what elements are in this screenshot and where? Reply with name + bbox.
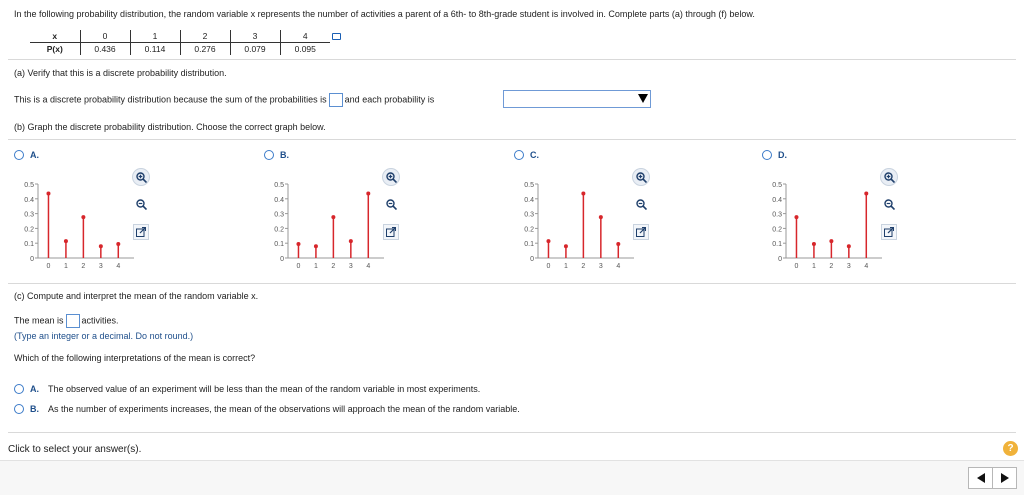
part-c-label: (c) Compute and interpret the mean of the random variable x. xyxy=(14,291,259,301)
right-arrow-icon xyxy=(1001,473,1009,483)
y-tick-label: 0.2 xyxy=(24,226,34,234)
x-tick-label: 0 xyxy=(296,263,301,270)
footer-bar xyxy=(0,460,1024,495)
interpretation-option-c-clipped[interactable] xyxy=(14,424,544,428)
probability-point xyxy=(829,239,833,243)
clipped-text xyxy=(14,424,544,428)
help-button[interactable]: ? xyxy=(1003,441,1018,456)
expand-graph-button[interactable] xyxy=(633,224,649,240)
divider xyxy=(8,139,1016,140)
graph-option-a[interactable] xyxy=(14,150,254,275)
part-a-sentence-mid: and each probability is xyxy=(344,94,435,105)
y-tick-label: 0.2 xyxy=(772,226,782,234)
y-tick-label: 0.5 xyxy=(524,182,534,189)
divider xyxy=(8,283,1016,284)
y-tick-label: 0.2 xyxy=(274,226,284,234)
mean-hint: (Type an integer or a decimal. Do not round.) xyxy=(14,331,194,341)
p-header: P(x) xyxy=(46,44,63,54)
x-tick-label: 1 xyxy=(63,263,68,270)
graph-option-c[interactable] xyxy=(514,150,754,275)
mean-sentence-start: The mean is xyxy=(14,315,64,326)
previous-button[interactable] xyxy=(969,468,992,488)
option-letter: B. xyxy=(280,150,289,160)
probability-sum-input[interactable] xyxy=(329,93,343,107)
option-text[interactable]: The observed value of an experiment will be less than the mean of the random variable in most experiments. xyxy=(48,384,481,394)
x-tick-label: 3 xyxy=(98,263,103,270)
y-tick-label: 0.1 xyxy=(274,241,284,249)
expand-icon xyxy=(386,227,396,237)
x-tick-label: 2 xyxy=(331,263,336,270)
nav-buttons xyxy=(968,467,1017,489)
distribution-table xyxy=(30,30,330,55)
zoom-out-icon xyxy=(884,199,895,210)
graph-option-b[interactable] xyxy=(264,150,504,275)
x-tick-label: 3 xyxy=(846,263,851,270)
probability-point xyxy=(546,239,550,243)
zoom-in-button[interactable] xyxy=(632,168,650,186)
divider xyxy=(8,432,1016,433)
probability-point xyxy=(46,191,50,195)
option-letter: B. xyxy=(30,404,39,414)
probability-chart xyxy=(14,150,154,275)
zoom-in-icon xyxy=(636,172,647,183)
y-tick-label: 0.5 xyxy=(274,182,284,189)
probability-point xyxy=(812,242,816,246)
y-tick-label: 0.3 xyxy=(24,211,34,219)
probability-point xyxy=(81,215,85,219)
part-a-sentence-start: This is a discrete probability distribution because the sum of the probabilities is xyxy=(14,94,327,105)
y-tick-label: 0 xyxy=(530,256,534,263)
x-tick-label: 4 xyxy=(366,263,371,270)
probability-point xyxy=(331,215,335,219)
radio-button[interactable] xyxy=(14,384,24,394)
option-letter: A. xyxy=(30,384,39,394)
part-a-label: (a) Verify that this is a discrete probability distribution. xyxy=(14,68,227,78)
x-tick-label: 3 xyxy=(598,263,603,270)
y-tick-label: 0.1 xyxy=(24,241,34,249)
probability-point xyxy=(599,215,603,219)
question-intro: In the following probability distribution, the random variable x represents the number of activities a parent of a 6th- to 8th-grade student is involved in. Complete parts (a) through (f) below. xyxy=(14,9,755,19)
option-letter: A. xyxy=(30,150,39,160)
zoom-in-icon xyxy=(136,172,147,183)
zoom-out-button[interactable] xyxy=(632,195,650,213)
y-tick-label: 0.3 xyxy=(524,211,534,219)
graph-option-d[interactable] xyxy=(762,150,1002,275)
zoom-out-button[interactable] xyxy=(880,195,898,213)
x-tick-label: 2 xyxy=(581,263,586,270)
probability-range-select[interactable] xyxy=(503,90,651,108)
x-tick-label: 0 xyxy=(46,263,51,270)
zoom-in-icon xyxy=(386,172,397,183)
y-tick-label: 0.2 xyxy=(524,226,534,234)
y-tick-label: 0.4 xyxy=(772,196,782,204)
p-row xyxy=(30,43,330,56)
option-text[interactable]: As the number of experiments increases, the mean of the observations will approach the mean of the random variable. xyxy=(48,404,520,414)
divider xyxy=(8,59,1016,60)
p-value: 0.436 xyxy=(80,43,130,56)
x-value: 1 xyxy=(130,30,180,43)
zoom-out-icon xyxy=(386,199,397,210)
p-value: 0.114 xyxy=(130,43,180,56)
mean-sentence-end: activities. xyxy=(81,315,119,326)
expand-graph-button[interactable] xyxy=(383,224,399,240)
zoom-in-button[interactable] xyxy=(132,168,150,186)
probability-point xyxy=(64,239,68,243)
probability-point xyxy=(847,244,851,248)
zoom-out-icon xyxy=(136,199,147,210)
p-value: 0.095 xyxy=(280,43,330,56)
y-tick-label: 0 xyxy=(778,256,782,263)
expand-icon xyxy=(636,227,646,237)
expand-graph-button[interactable] xyxy=(881,224,897,240)
probability-point xyxy=(564,244,568,248)
probability-point xyxy=(864,191,868,195)
x-value: 4 xyxy=(280,30,330,43)
y-tick-label: 0.1 xyxy=(772,241,782,249)
x-tick-label: 1 xyxy=(563,263,568,270)
x-tick-label: 3 xyxy=(348,263,353,270)
part-b-label: (b) Graph the discrete probability distribution. Choose the correct graph below. xyxy=(14,122,326,132)
x-tick-label: 1 xyxy=(811,263,816,270)
mean-input[interactable] xyxy=(66,314,80,328)
copy-table-icon[interactable] xyxy=(332,33,341,40)
probability-chart xyxy=(514,150,654,275)
y-tick-label: 0.3 xyxy=(274,211,284,219)
zoom-in-icon xyxy=(884,172,895,183)
x-value: 0 xyxy=(80,30,130,43)
p-value: 0.079 xyxy=(230,43,280,56)
y-tick-label: 0.5 xyxy=(24,182,34,189)
x-row xyxy=(30,30,330,43)
part-a-sentence xyxy=(14,93,434,107)
probability-point xyxy=(349,239,353,243)
radio-button[interactable] xyxy=(14,404,24,414)
probability-point xyxy=(794,215,798,219)
x-tick-label: 2 xyxy=(829,263,834,270)
next-button[interactable] xyxy=(992,468,1016,488)
dropdown-arrow-icon[interactable] xyxy=(638,94,648,103)
probability-point xyxy=(116,242,120,246)
probability-point xyxy=(314,244,318,248)
interpretation-question: Which of the following interpretations of the mean is correct? xyxy=(14,353,256,363)
probability-point xyxy=(99,244,103,248)
zoom-in-button[interactable] xyxy=(382,168,400,186)
y-tick-label: 0.4 xyxy=(274,196,284,204)
x-tick-label: 4 xyxy=(864,263,869,270)
probability-point xyxy=(296,242,300,246)
x-tick-label: 2 xyxy=(81,263,86,270)
x-tick-label: 1 xyxy=(313,263,318,270)
x-value: 3 xyxy=(230,30,280,43)
expand-icon xyxy=(884,227,894,237)
zoom-in-button[interactable] xyxy=(880,168,898,186)
expand-graph-button[interactable] xyxy=(133,224,149,240)
probability-chart xyxy=(264,150,404,275)
y-tick-label: 0 xyxy=(30,256,34,263)
left-arrow-icon xyxy=(977,473,985,483)
probability-point xyxy=(616,242,620,246)
expand-icon xyxy=(136,227,146,237)
zoom-out-icon xyxy=(636,199,647,210)
y-tick-label: 0.1 xyxy=(524,241,534,249)
y-tick-label: 0.5 xyxy=(772,182,782,189)
p-value: 0.276 xyxy=(180,43,230,56)
x-header: x xyxy=(30,30,80,43)
x-tick-label: 4 xyxy=(616,263,621,270)
option-letter: D. xyxy=(778,150,787,160)
x-value: 2 xyxy=(180,30,230,43)
y-tick-label: 0.4 xyxy=(524,196,534,204)
x-tick-label: 4 xyxy=(116,263,121,270)
x-tick-label: 0 xyxy=(546,263,551,270)
zoom-out-button[interactable] xyxy=(382,195,400,213)
mean-sentence xyxy=(14,314,119,328)
y-tick-label: 0 xyxy=(280,256,284,263)
probability-point xyxy=(581,191,585,195)
option-letter: C. xyxy=(530,150,539,160)
y-tick-label: 0.3 xyxy=(772,211,782,219)
y-tick-label: 0.4 xyxy=(24,196,34,204)
probability-chart xyxy=(762,150,902,275)
x-tick-label: 0 xyxy=(794,263,799,270)
probability-point xyxy=(366,191,370,195)
status-text: Click to select your answer(s). xyxy=(8,444,142,455)
zoom-out-button[interactable] xyxy=(132,195,150,213)
